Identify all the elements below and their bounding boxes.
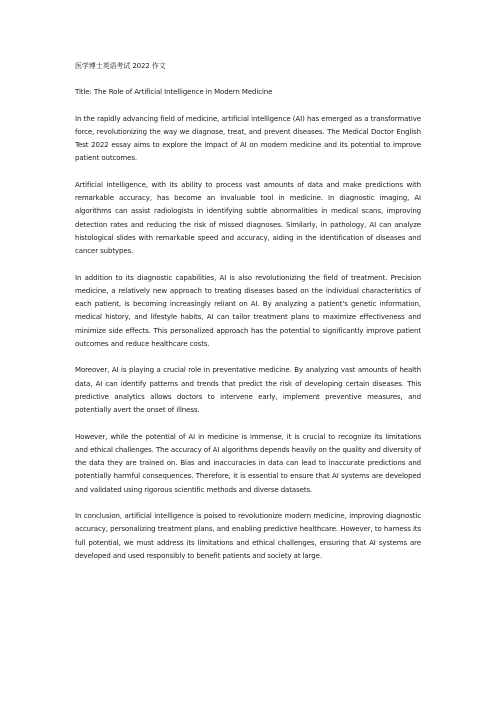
document-heading: 医学博士英语考试 2022 作文 [75,62,166,70]
essay-title: Title: The Role of Artificial Intelligence in Modern Medicine [75,88,273,97]
paragraph-intro: In the rapidly advancing field of medicine, artificial intelligence (AI) has emerged as a transformative force, revolutionizing the way we diagnose, treat, and prevent diseases. The Medical Doctor English Test 2022 essay aims to explore the impact of AI on modern medicine and its potential to improve patient outcomes. [75,114,421,163]
document-body [75,60,421,576]
paragraph-prevention: Moreover, AI is playing a crucial role in preventative medicine. By analyzing vast amounts of health data, AI can identify patterns and trends that predict the risk of developing certain diseases. This predictive analytics allows doctors to intervene early, implement preventive measures, and potentially avert the onset of illness. [75,366,421,415]
paragraph-conclusion: In conclusion, artificial intelligence is poised to revolutionize modern medicine, improving diagnostic accuracy, personalizing treatment plans, and enabling predictive healthcare. However, to harness its full potential, we must address its limitations and ethical challenges, ensuring that AI systems are developed and used responsibly to benefit patients and society at large. [75,512,421,560]
paragraph-treatment: In addition to its diagnostic capabilities, AI is also revolutionizing the field of treatment. Precision medicine, a relatively new approach to treating diseases based on the individual characteristics of each patient, is becoming increasingly reliant on AI. By analyzing a patient's genetic information, medical history, and lifestyle habits, AI can tailor treatment plans to maximize effectiveness and minimize side effects. This personalized approach has the potential to significantly improve patient outcomes and reduce healthcare costs. [75,273,421,349]
paragraph-diagnostics: Artificial intelligence, with its ability to process vast amounts of data and make predictions with remarkable accuracy, has become an invaluable tool in medicine. In diagnostic imaging, AI algorithms can assist radiologists in identifying subtle abnormalities in medical scans, improving detection rates and reducing the risk of missed diagnoses. Similarly, in pathology, AI can analyze histological slides with remarkable speed and accuracy, aiding in the identification of diseases and cancer subtypes. [75,180,421,256]
paragraph-limitations: However, while the potential of AI in medicine is immense, it is crucial to recognize its limitations and ethical challenges. The accuracy of AI algorithms depends heavily on the quality and diversity of the data they are trained on. Bias and inaccuracies in data can lead to inaccurate predictions and potentially harmful consequences. Therefore, it is essential to ensure that AI systems are developed and validated using rigorous scientific methods and diverse datasets. [75,432,421,494]
